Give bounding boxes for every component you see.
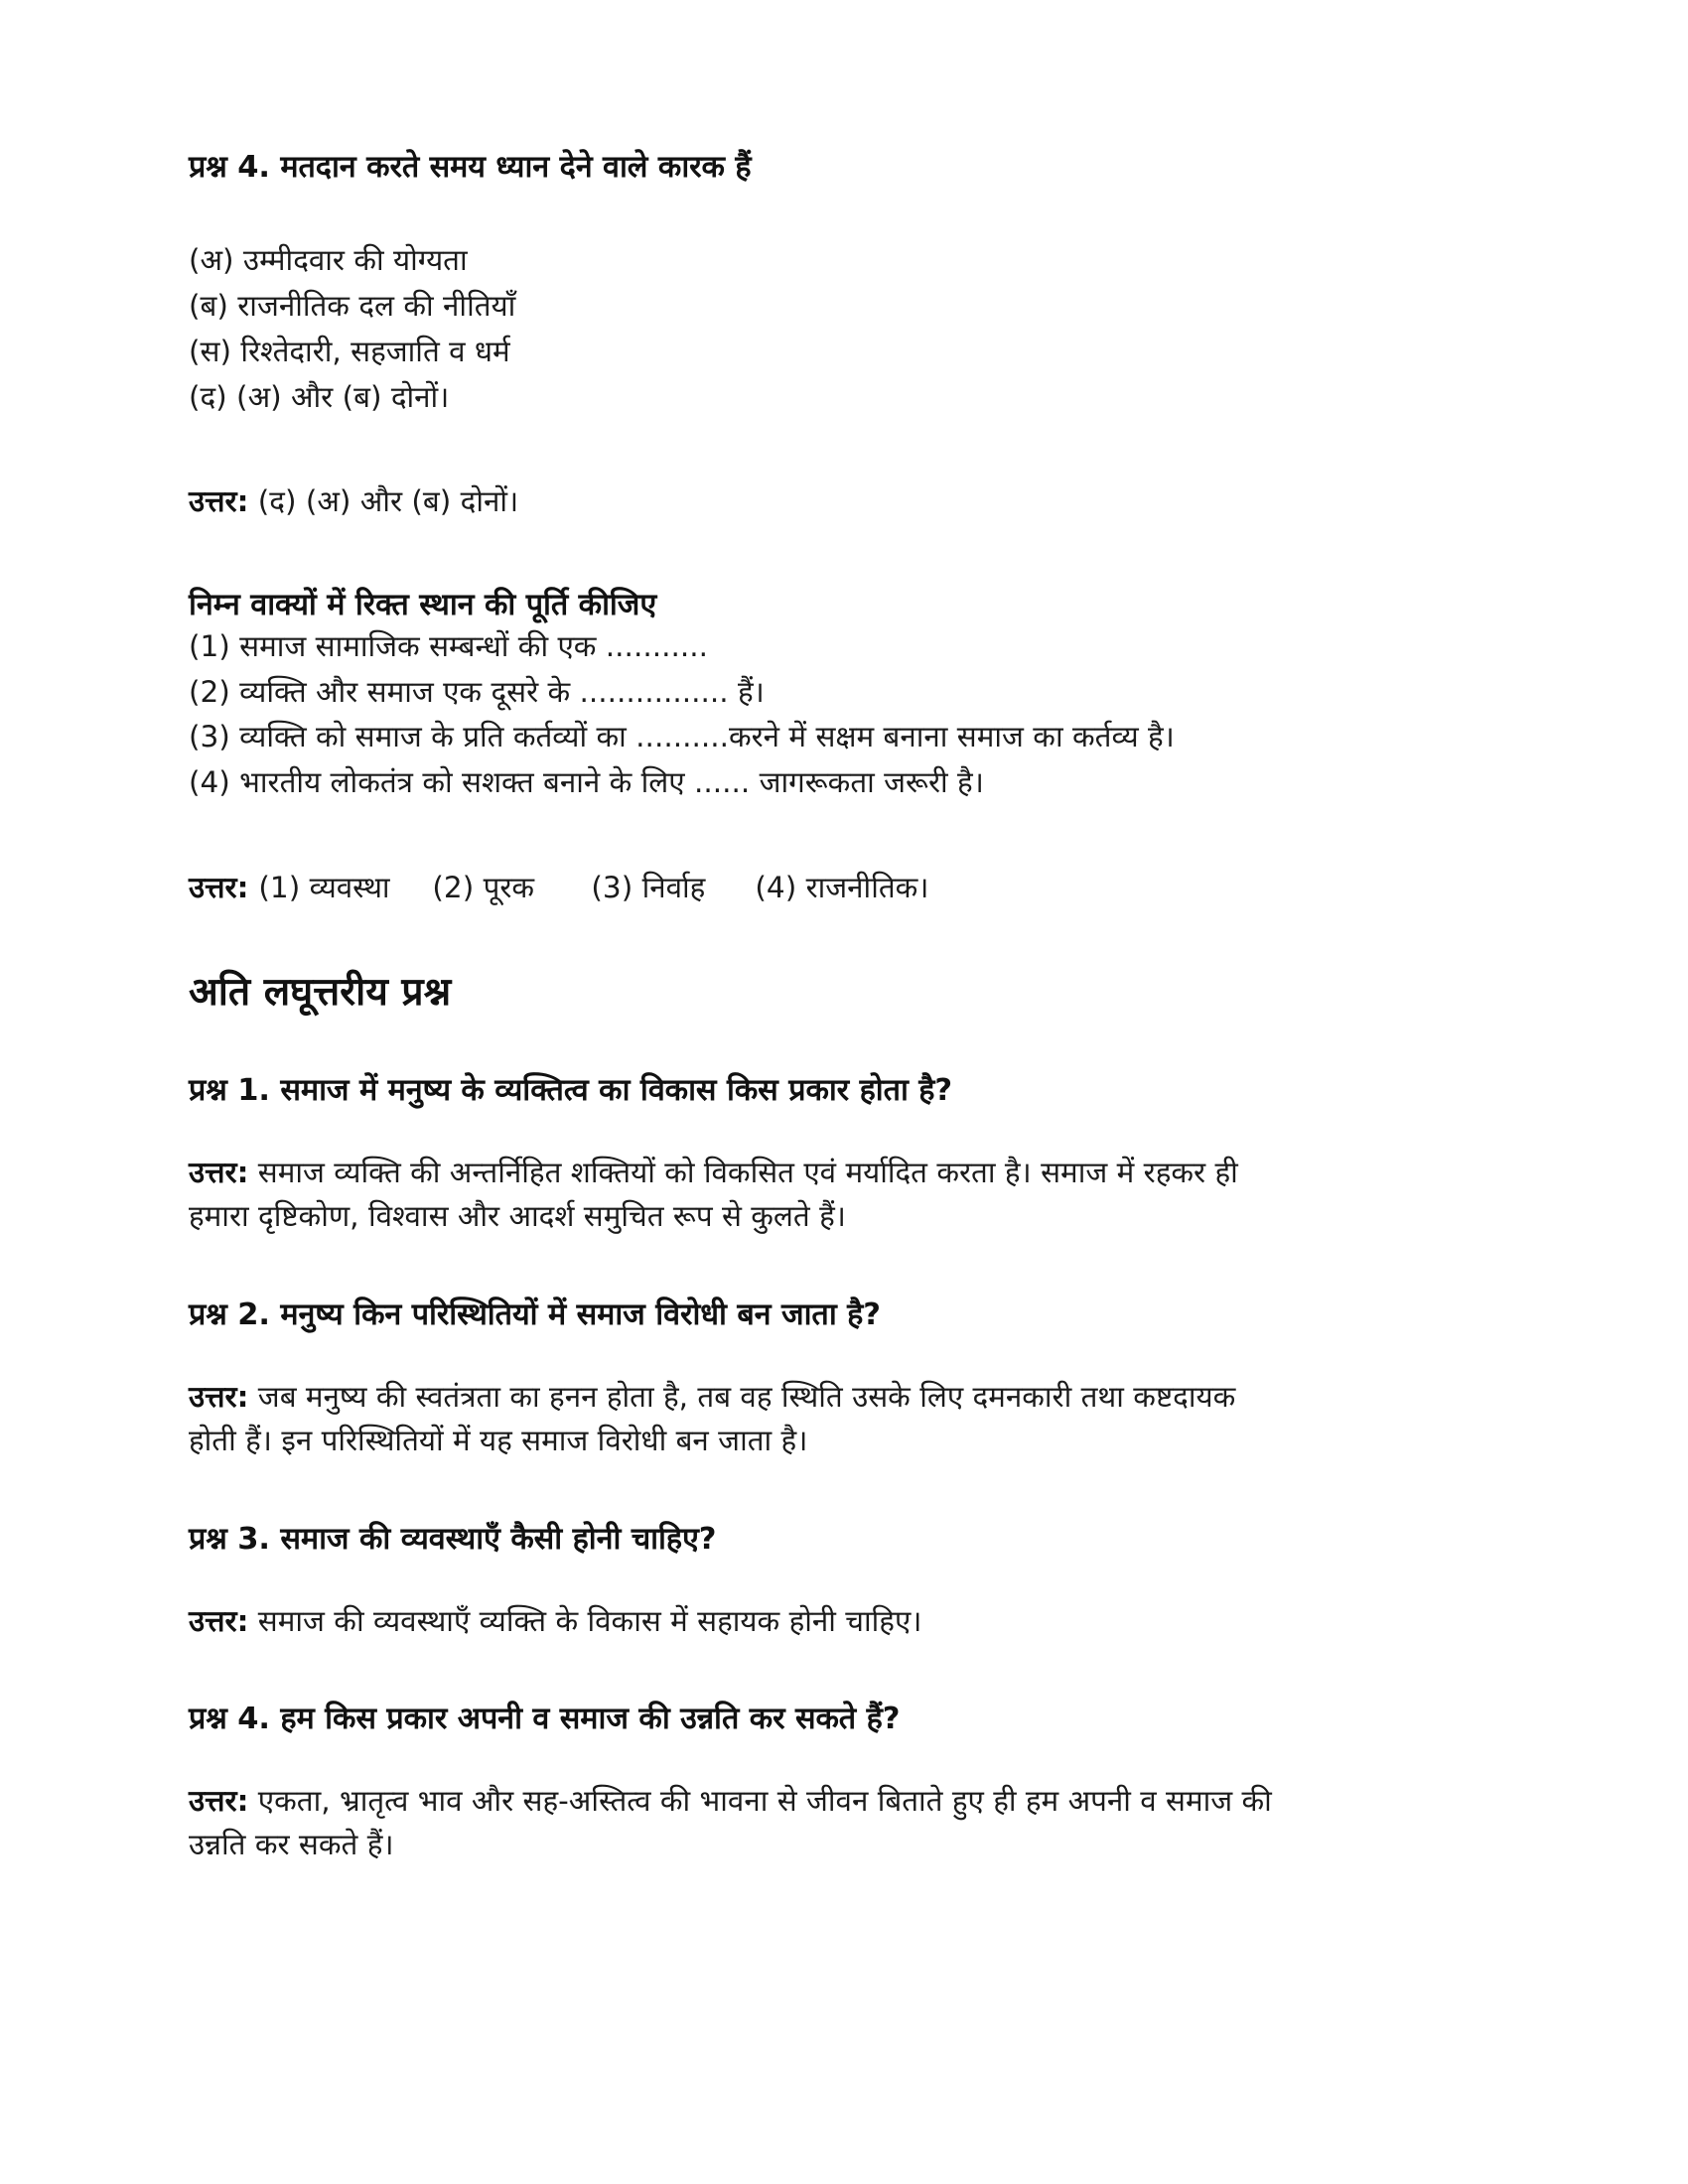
mcq-options-list xyxy=(189,240,1509,419)
answer-label: उत्तर: xyxy=(189,1155,249,1189)
section-title: अति लघूत्तरीय प्रश्न xyxy=(189,970,452,1016)
answer-body xyxy=(189,1780,1509,1867)
fill-blanks-block xyxy=(189,585,1509,907)
fill-answer-1: (1) व्यवस्था xyxy=(258,871,390,905)
answer-label: उत्तर: xyxy=(189,1603,249,1638)
fill-answer-2: (2) पूरक xyxy=(432,871,535,905)
answer-label: उत्तर: xyxy=(189,871,249,905)
qa-block-2 xyxy=(189,1295,1509,1463)
mcq-answer xyxy=(189,480,1509,523)
mcq-question-heading: प्रश्न 4. मतदान करते समय ध्यान देने वाले कारक हैं xyxy=(189,150,752,185)
answer-line xyxy=(189,1152,1509,1194)
answer-line xyxy=(189,1600,1509,1643)
qa-block-4 xyxy=(189,1699,1509,1867)
question-heading: प्रश्न 4. हम किस प्रकार अपनी व समाज की उन्नति कर सकते हैं? xyxy=(189,1701,901,1736)
spacer xyxy=(189,523,1509,585)
answer-line: हमारा दृष्टिकोण, विश्वास और आदर्श समुचित रूप से कुलते हैं। xyxy=(189,1199,846,1234)
mcq-option-d: (द) (अ) और (ब) दोनों। xyxy=(189,379,450,414)
fill-blank-item-2: (2) व्यक्ति और समाज एक दूसरे के ................ हैं। xyxy=(189,674,765,709)
answer-body xyxy=(189,1152,1509,1239)
fill-blank-item-3: (3) व्यक्ति को समाज के प्रति कर्तव्यों का ..........करने में सक्षम बनाना समाज का कर्तव्य है। xyxy=(189,720,1175,754)
fill-answer-4: (4) राजनीतिक। xyxy=(755,871,929,905)
mcq-option-b: (ब) राजनीतिक दल की नीतियाँ xyxy=(189,288,516,323)
answer-line: होती हैं। इन परिस्थितियों में यह समाज विरोधी बन जाता है। xyxy=(189,1424,808,1458)
answer-body xyxy=(189,1376,1509,1463)
fill-answer-3: (3) निर्वाह xyxy=(591,871,706,905)
fill-blanks-answer-row xyxy=(189,866,1509,906)
answer-text: एकता, भ्रातृत्व भाव और सह-अस्तित्व की भावना से जीवन बिताते हुए ही हम अपनी व समाज की xyxy=(248,1784,1272,1819)
question-heading: प्रश्न 1. समाज में मनुष्य के व्यक्तित्व का विकास किस प्रकार होता है? xyxy=(189,1072,952,1108)
spacer xyxy=(189,419,1509,480)
mcq-option-c: (स) रिश्तेदारी, सहजाति व धर्म xyxy=(189,334,510,368)
spacer xyxy=(189,1019,1509,1070)
spacer xyxy=(189,906,1509,968)
answer-text: (द) (अ) और (ब) दोनों। xyxy=(248,483,519,518)
mcq-block xyxy=(189,147,1509,523)
question-heading: प्रश्न 3. समाज की व्यवस्थाएँ कैसी होनी चाहिए? xyxy=(189,1521,717,1557)
answer-line xyxy=(189,1376,1509,1419)
qa-block-3 xyxy=(189,1519,1509,1643)
fill-blank-item-4: (4) भारतीय लोकतंत्र को सशक्त बनाने के लिए ...... जागरूकता जरूरी है। xyxy=(189,765,984,800)
fill-blanks-list xyxy=(189,626,1509,805)
answer-label: उत्तर: xyxy=(189,1784,249,1819)
answer-line: उन्नति कर सकते हैं। xyxy=(189,1828,394,1862)
answer-text: समाज व्यक्ति की अन्तर्निहित शक्तियों को विकसित एवं मर्यादित करता है। समाज में रहकर ही xyxy=(248,1155,1238,1189)
question-heading: प्रश्न 2. मनुष्य किन परिस्थितियों में समाज विरोधी बन जाता है? xyxy=(189,1297,881,1332)
spacer xyxy=(189,189,1509,240)
answer-text: जब मनुष्य की स्वतंत्रता का हनन होता है, तब वह स्थिति उसके लिए दमनकारी तथा कष्टदायक xyxy=(248,1379,1236,1414)
qa-block-1 xyxy=(189,1070,1509,1239)
answer-label: उत्तर: xyxy=(189,1379,249,1414)
answer-label: उत्तर: xyxy=(189,483,249,518)
short-answer-section xyxy=(189,968,1509,1867)
mcq-option-a: (अ) उम्मीदवार की योग्यता xyxy=(189,243,468,278)
spacer xyxy=(189,804,1509,866)
answer-body xyxy=(189,1600,1509,1643)
document-body xyxy=(189,147,1509,1867)
answer-text: समाज की व्यवस्थाएँ व्यक्ति के विकास में सहायक होनी चाहिए। xyxy=(248,1603,922,1638)
answer-line xyxy=(189,1780,1509,1823)
fill-blanks-heading: निम्न वाक्यों में रिक्त स्थान की पूर्ति कीजिए xyxy=(189,587,657,622)
fill-blank-item-1: (1) समाज सामाजिक सम्बन्धों की एक ........... xyxy=(189,628,708,663)
